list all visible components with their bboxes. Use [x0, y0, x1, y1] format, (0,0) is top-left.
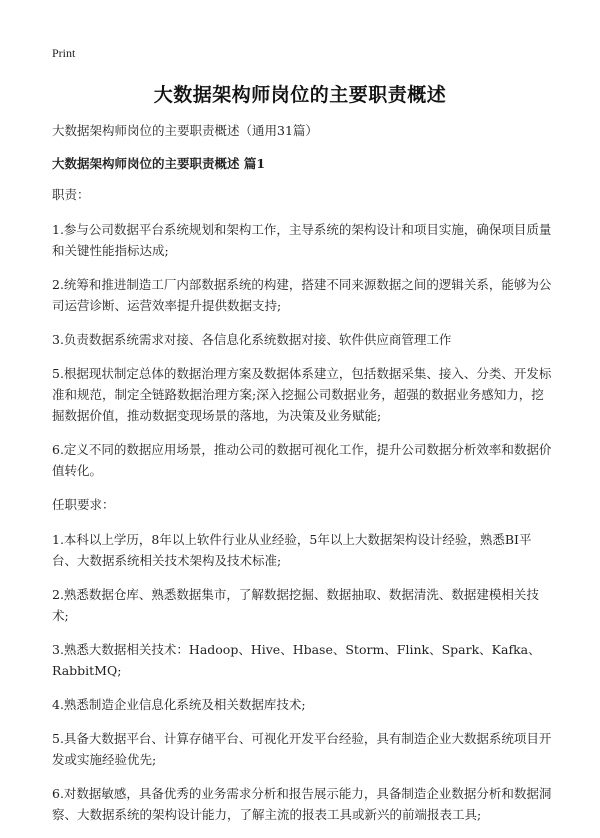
requirement-item: 5.具备大数据平台、计算存储平台、可视化开发平台经验，具有制造企业大数据系统项目开发或实施经验优先; [52, 731, 552, 767]
requirement-item: 4.熟悉制造企业信息化系统及相关数据库技术; [52, 697, 306, 712]
requirement-item: 6.对数据敏感，具备优秀的业务需求分析和报告展示能力，具备制造企业数据分析和数据洞察、大数据系统的架构设计能力，了解主流的报表工具或新兴的前端报表工具; [52, 786, 552, 822]
duty-item: 3.负责数据系统需求对接、各信息化系统数据对接、软件供应商管理工作 [52, 332, 452, 347]
section-heading: 大数据架构师岗位的主要职责概述 篇1 [52, 156, 266, 171]
requirement-item: 3.熟悉大数据相关技术：Hadoop、Hive、Hbase、Storm、Flink、Spark、Kafka、RabbitMQ; [52, 642, 541, 678]
print-label: Print [52, 46, 76, 60]
requirement-item: 1.本科以上学历，8年以上软件行业从业经验，5年以上大数据架构设计经验，熟悉BI平台、大数据系统相关技术架构及技术标准; [52, 532, 532, 568]
requirements-label: 任职要求： [52, 497, 115, 512]
page-title: 大数据架构师岗位的主要职责概述 [153, 84, 447, 106]
duty-item: 1.参与公司数据平台系统规划和架构工作，主导系统的架构设计和项目实施，确保项目质量和关键性能指标达成; [52, 222, 552, 258]
duty-item: 6.定义不同的数据应用场景，推动公司的数据可视化工作，提升公司数据分析效率和数据价值转化。 [52, 442, 552, 478]
duties-label: 职责： [52, 187, 90, 202]
duty-item: 2.统筹和推进制造工厂内部数据系统的构建，搭建不同来源数据之间的逻辑关系，能够为公司运营诊断、运营效率提升提供数据支持; [52, 277, 552, 313]
document-subtitle: 大数据架构师岗位的主要职责概述（通用31篇） [52, 123, 318, 138]
document-body [52, 120, 554, 838]
requirement-item: 2.熟悉数据仓库、熟悉数据集市，了解数据挖掘、数据抽取、数据清洗、数据建模相关技术; [52, 587, 539, 623]
duty-item: 5.根据现状制定总体的数据治理方案及数据体系建立，包括数据采集、接入、分类、开发标准和规范，制定全链路数据治理方案;深入挖掘公司数据业务，超强的数据业务感知力，挖掘数据价值，推动数据变现场景的落地，为决策及业务赋能; [52, 366, 552, 423]
